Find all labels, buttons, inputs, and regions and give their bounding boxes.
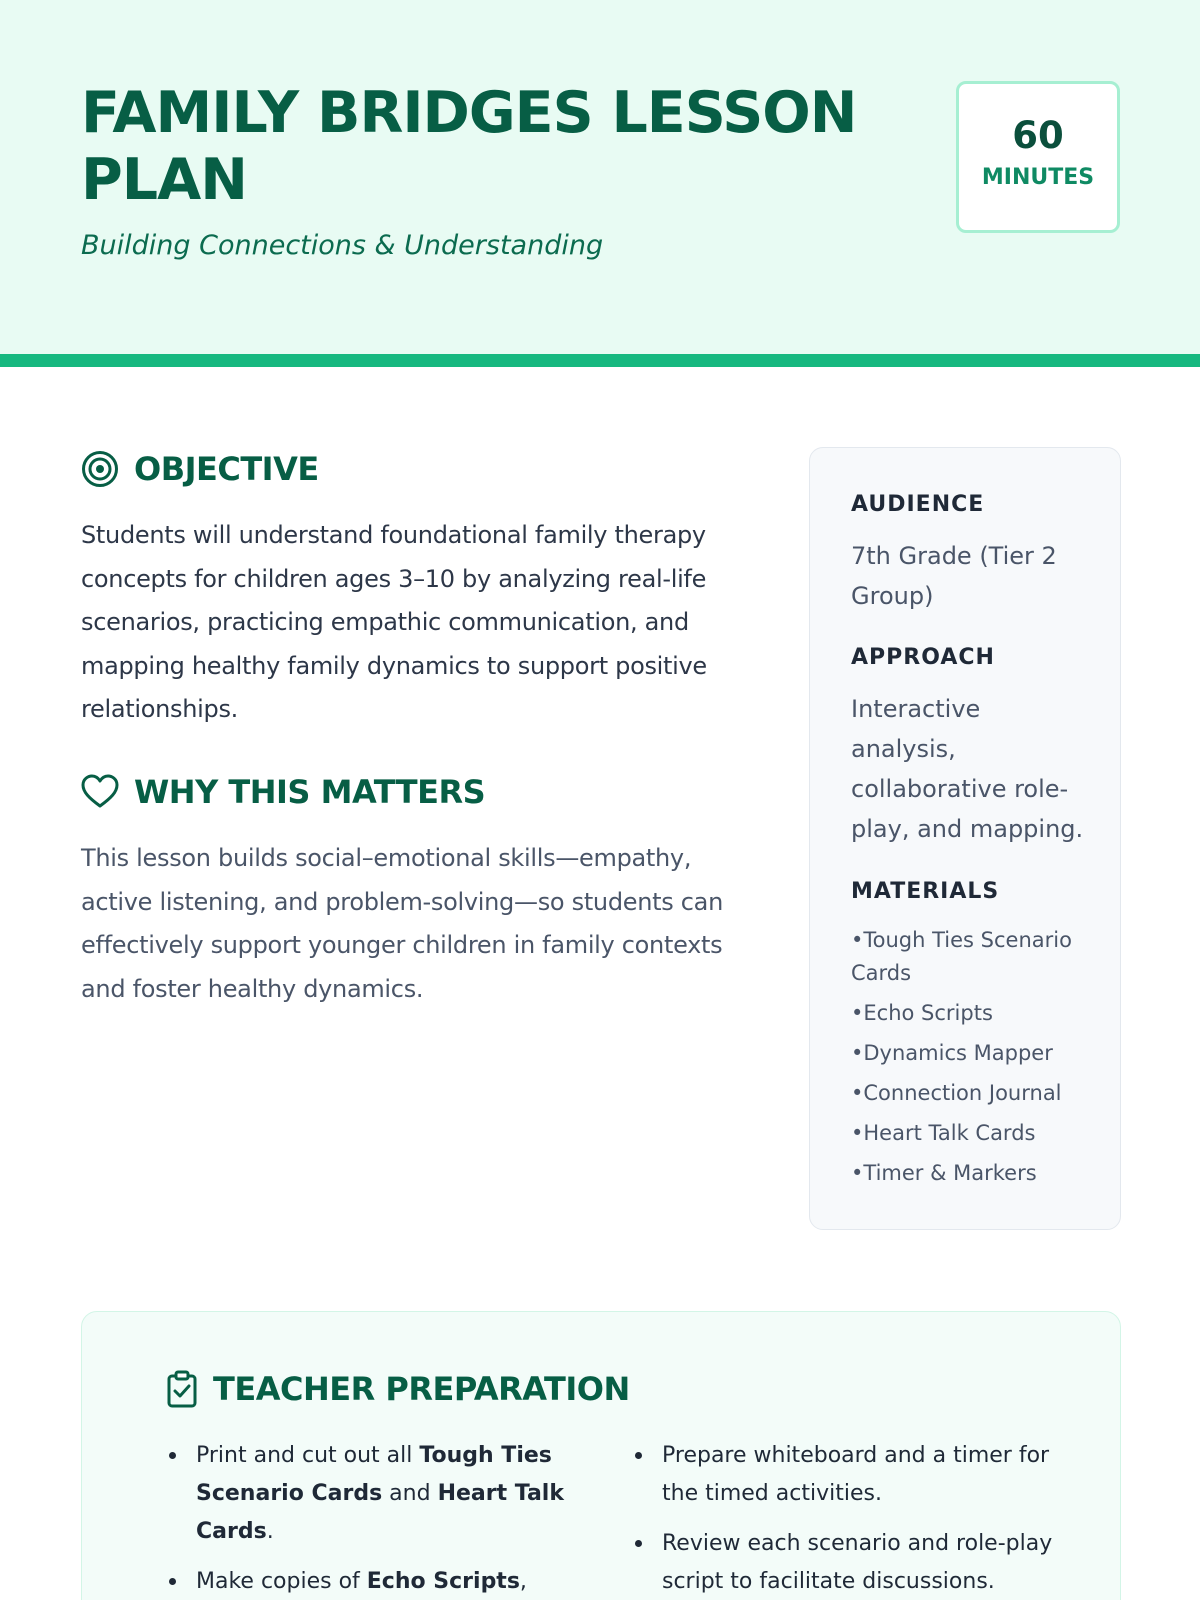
- header-accent-bar: [0, 354, 1200, 367]
- list-item: • Tough Ties Scenario Cards: [851, 924, 1101, 990]
- objective-heading-text: OBJECTIVE: [134, 450, 319, 488]
- list-item: Make copies of Echo Scripts,: [166, 1563, 566, 1600]
- page-title: FAMILY BRIDGES LESSON PLAN: [81, 80, 857, 213]
- why-text: This lesson builds social–emotional skills—empathy, active listening, and problem-solving—so students can effectively support younger children in family contexts and foster healthy dynamics.: [81, 844, 724, 1003]
- list-item: • Timer & Markers: [851, 1157, 1101, 1190]
- lesson-details-sidebar: [809, 447, 1121, 1230]
- prep-list-right: [632, 1437, 1062, 1600]
- prep-heading-text: TEACHER PREPARATION: [213, 1370, 630, 1408]
- objective-text: Students will understand foundational family therapy concepts for children ages 3–10 by analyzing real-life scenarios, practicing empathic communication, and mapping healthy family dynamics to support positive relationships.: [81, 521, 707, 723]
- prep-list-left: [166, 1437, 566, 1600]
- list-item: Print and cut out all Tough Ties Scenario Cards and Heart Talk Cards.: [166, 1437, 566, 1551]
- list-item: • Heart Talk Cards: [851, 1117, 1101, 1150]
- list-item: • Echo Scripts: [851, 997, 1101, 1030]
- audience-value: 7th Grade (Tier 2 Group): [851, 542, 1057, 610]
- clipboard-check-icon: [166, 1370, 198, 1408]
- audience-label: AUDIENCE: [851, 492, 985, 517]
- list-item: • Dynamics Mapper: [851, 1037, 1101, 1070]
- approach-label: APPROACH: [851, 645, 995, 670]
- approach-value: Interactive analysis, collaborative role-play, and mapping.: [851, 695, 1084, 843]
- duration-unit: MINUTES: [981, 165, 1095, 190]
- duration-value: 60: [1012, 114, 1064, 157]
- why-heading-text: WHY THIS MATTERS: [134, 773, 486, 811]
- materials-label: MATERIALS: [851, 879, 1000, 904]
- page-subtitle: Building Connections & Understanding: [81, 230, 604, 261]
- objective-heading: [81, 450, 319, 488]
- prep-heading: [166, 1370, 630, 1408]
- list-item: Prepare whiteboard and a timer for the timed activities.: [632, 1437, 1062, 1513]
- why-heading: [81, 773, 485, 811]
- materials-list: [851, 924, 1101, 1197]
- target-icon: [81, 450, 119, 488]
- duration-badge: [956, 81, 1120, 233]
- heart-icon: [81, 774, 119, 810]
- list-item: Review each scenario and role-play script to facilitate discussions.: [632, 1525, 1062, 1600]
- header-banner: [0, 0, 1200, 354]
- list-item: • Connection Journal: [851, 1077, 1101, 1110]
